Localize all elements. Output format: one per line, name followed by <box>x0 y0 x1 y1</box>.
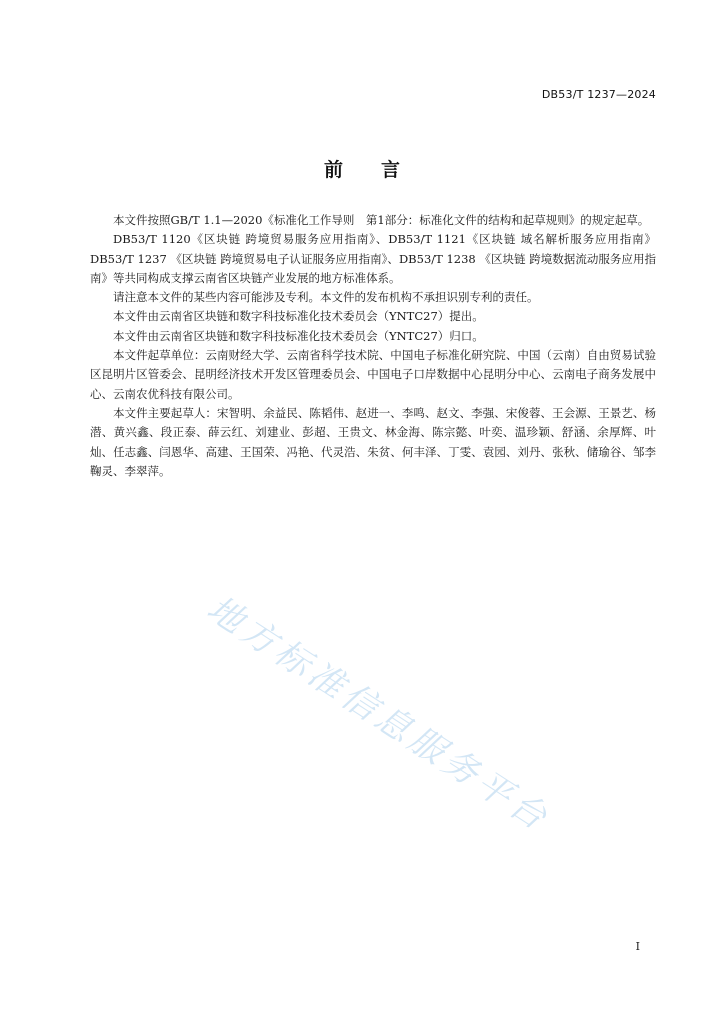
paragraph-drafting-units: 本文件起草单位：云南财经大学、云南省科学技术院、中国电子标准化研究院、中国（云南）自由贸易试验区昆明片区管委会、昆明经济技术开发区管理委员会、中国电子口岸数据中心昆明分中心、云南电子商务发展中心、云南农优科技有限公司。 <box>90 348 656 401</box>
paragraph-standard-system: DB53/T 1120《区块链 跨境贸易服务应用指南》、DB53/T 1121《区块链 域名解析服务应用指南》DB53/T 1237 《区块链 跨境贸易电子认证服务应用指南》、DB53/T 1238 《区块链 跨境数据流动服务应用指南》等共同构成支撑云南省区块链产业发展的地方标准体系。 <box>90 232 656 285</box>
document-body <box>90 211 656 481</box>
page-title: 前言 <box>323 159 438 181</box>
paragraph-main-drafters: 本文件主要起草人：宋智明、余益民、陈韬伟、赵进一、李鸣、赵文、李强、宋俊蓉、王会源、王景艺、杨潜、黄兴鑫、段正泰、薛云红、刘建业、彭超、王贵文、林金海、陈宗懿、叶奕、温珍颖、舒涵、余厚辉、叶灿、任志鑫、闫恩华、高建、王国荣、冯艳、代灵浩、朱贫、何丰泽、丁雯、袁园、刘丹、张秋、储瑜谷、邹李鞠灵、李翠萍。 <box>90 405 656 478</box>
paragraph-drafting-rules: 本文件按照GB/T 1.1—2020《标准化工作导则 第1部分：标准化文件的结构和起草规则》的规定起草。 <box>113 213 650 227</box>
paragraph-centralized-by: 本文件由云南省区块链和数字科技标准化技术委员会（YNTC27）归口。 <box>113 328 484 343</box>
watermark: 地方标准信息服务平台 <box>199 588 557 841</box>
paragraph-patent-notice: 请注意本文件的某些内容可能涉及专利。本文件的发布机构不承担识别专利的责任。 <box>113 290 539 305</box>
paragraph-proposed-by: 本文件由云南省区块链和数字科技标准化技术委员会（YNTC27）提出。 <box>113 309 484 324</box>
page-number: I <box>635 940 640 953</box>
document-code: DB53/T 1237—2024 <box>541 88 656 101</box>
